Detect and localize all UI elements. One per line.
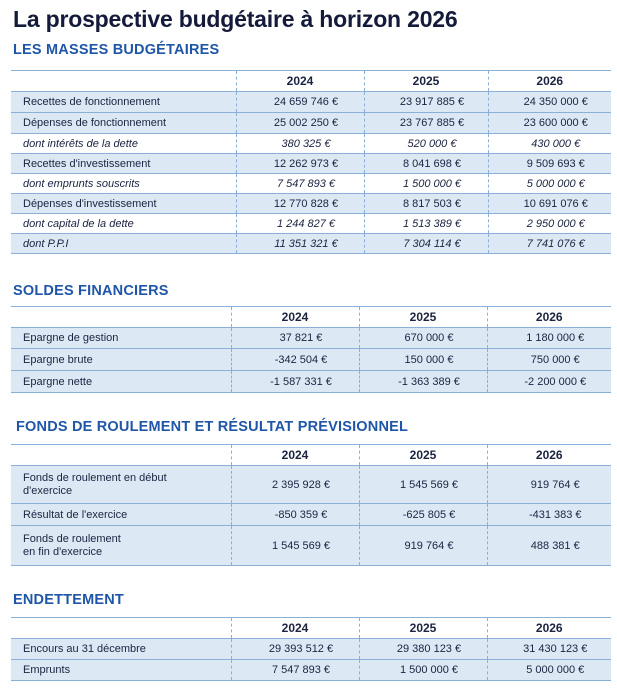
cell-value: 9 509 693 €	[488, 154, 611, 174]
table-row	[11, 349, 611, 371]
section-title-fonds: FONDS DE ROULEMENT ET RÉSULTAT PRÉVISIONNEL	[16, 419, 409, 435]
header-year: 2025	[364, 71, 488, 92]
cell-value: 24 350 000 €	[488, 92, 611, 113]
cell-value: 750 000 €	[487, 349, 611, 371]
row-label-line: Fonds de roulement	[23, 532, 121, 545]
header-empty	[11, 618, 231, 639]
header-empty	[11, 307, 231, 328]
row-label: Dépenses d'investissement	[11, 194, 236, 214]
cell-value: 430 000 €	[488, 134, 611, 154]
table-row	[11, 504, 611, 526]
row-label-line: en fin d'exercice	[23, 545, 103, 558]
cell-value: 8 041 698 €	[364, 154, 488, 174]
cell-value: 520 000 €	[364, 134, 488, 154]
section-title-endettement: ENDETTEMENT	[13, 592, 124, 608]
cell-value: 150 000 €	[359, 349, 487, 371]
cell-value: 2 395 928 €	[231, 466, 359, 504]
row-label: Epargne brute	[11, 349, 231, 371]
cell-value: 1 545 569 €	[231, 526, 359, 566]
cell-value: -625 805 €	[359, 504, 487, 526]
table-row	[11, 371, 611, 393]
header-year: 2024	[231, 307, 359, 328]
table-header-row	[11, 307, 611, 328]
row-label: dont intérêts de la dette	[11, 134, 236, 154]
row-label: Recettes de fonctionnement	[11, 92, 236, 113]
cell-value: 31 430 123 €	[487, 639, 611, 660]
cell-value: -431 383 €	[487, 504, 611, 526]
header-year: 2024	[231, 618, 359, 639]
header-empty	[11, 445, 231, 466]
table-row	[11, 466, 611, 504]
cell-value: 23 917 885 €	[364, 92, 488, 113]
cell-value: 12 770 828 €	[236, 194, 364, 214]
table-row	[11, 234, 611, 254]
cell-value: 29 380 123 €	[359, 639, 487, 660]
section-title-soldes: SOLDES FINANCIERS	[13, 283, 169, 299]
page-title: La prospective budgétaire à horizon 2026	[13, 6, 458, 32]
cell-value: 1 244 827 €	[236, 214, 364, 234]
cell-value: 7 304 114 €	[364, 234, 488, 254]
table-row	[11, 194, 611, 214]
table-row	[11, 214, 611, 234]
row-label: Résultat de l'exercice	[11, 504, 231, 526]
cell-value: -850 359 €	[231, 504, 359, 526]
cell-value: 24 659 746 €	[236, 92, 364, 113]
cell-value: 8 817 503 €	[364, 194, 488, 214]
row-label	[11, 466, 231, 504]
cell-value: 1 513 389 €	[364, 214, 488, 234]
cell-value: 25 002 250 €	[236, 113, 364, 134]
row-label: dont P.P.I	[11, 234, 236, 254]
cell-value: 12 262 973 €	[236, 154, 364, 174]
row-label-line: d'exercice	[23, 484, 73, 497]
header-year: 2026	[487, 445, 611, 466]
row-label: dont emprunts souscrits	[11, 174, 236, 194]
row-label: Encours au 31 décembre	[11, 639, 231, 660]
row-label	[11, 526, 231, 566]
cell-value: -2 200 000 €	[487, 371, 611, 393]
table-row	[11, 154, 611, 174]
cell-value: 7 547 893 €	[236, 174, 364, 194]
cell-value: -342 504 €	[231, 349, 359, 371]
cell-value: 7 741 076 €	[488, 234, 611, 254]
cell-value: 23 600 000 €	[488, 113, 611, 134]
table-header-row	[11, 445, 611, 466]
cell-value: 7 547 893 €	[231, 660, 359, 681]
soldes-financiers-table	[11, 306, 611, 393]
header-year: 2025	[359, 445, 487, 466]
cell-value: 1 500 000 €	[364, 174, 488, 194]
header-year: 2025	[359, 618, 487, 639]
masses-budgetaires-table	[11, 70, 611, 254]
cell-value: -1 587 331 €	[231, 371, 359, 393]
table-row	[11, 174, 611, 194]
table-row	[11, 113, 611, 134]
cell-value: 919 764 €	[487, 466, 611, 504]
table-row	[11, 526, 611, 566]
cell-value: 2 950 000 €	[488, 214, 611, 234]
cell-value: 5 000 000 €	[487, 660, 611, 681]
table-row	[11, 134, 611, 154]
row-label: Epargne nette	[11, 371, 231, 393]
row-label: Epargne de gestion	[11, 328, 231, 349]
header-year: 2026	[487, 618, 611, 639]
cell-value: 11 351 321 €	[236, 234, 364, 254]
header-empty	[11, 71, 236, 92]
row-label: Dépenses de fonctionnement	[11, 113, 236, 134]
cell-value: -1 363 389 €	[359, 371, 487, 393]
fonds-roulement-table	[11, 444, 611, 566]
cell-value: 23 767 885 €	[364, 113, 488, 134]
row-label: dont capital de la dette	[11, 214, 236, 234]
cell-value: 37 821 €	[231, 328, 359, 349]
section-title-masses: LES MASSES BUDGÉTAIRES	[13, 42, 220, 58]
endettement-table	[11, 617, 611, 681]
header-year: 2025	[359, 307, 487, 328]
cell-value: 29 393 512 €	[231, 639, 359, 660]
cell-value: 1 545 569 €	[359, 466, 487, 504]
table-row	[11, 660, 611, 681]
table-row	[11, 328, 611, 349]
row-label-line: Fonds de roulement en début	[23, 471, 167, 484]
header-year: 2024	[236, 71, 364, 92]
cell-value: 1 180 000 €	[487, 328, 611, 349]
cell-value: 5 000 000 €	[488, 174, 611, 194]
cell-value: 488 381 €	[487, 526, 611, 566]
header-year: 2024	[231, 445, 359, 466]
header-year: 2026	[488, 71, 611, 92]
cell-value: 919 764 €	[359, 526, 487, 566]
cell-value: 380 325 €	[236, 134, 364, 154]
row-label: Recettes d'investissement	[11, 154, 236, 174]
table-header-row	[11, 71, 611, 92]
cell-value: 670 000 €	[359, 328, 487, 349]
header-year: 2026	[487, 307, 611, 328]
row-label: Emprunts	[11, 660, 231, 681]
table-row	[11, 639, 611, 660]
table-header-row	[11, 618, 611, 639]
table-row	[11, 92, 611, 113]
cell-value: 10 691 076 €	[488, 194, 611, 214]
cell-value: 1 500 000 €	[359, 660, 487, 681]
